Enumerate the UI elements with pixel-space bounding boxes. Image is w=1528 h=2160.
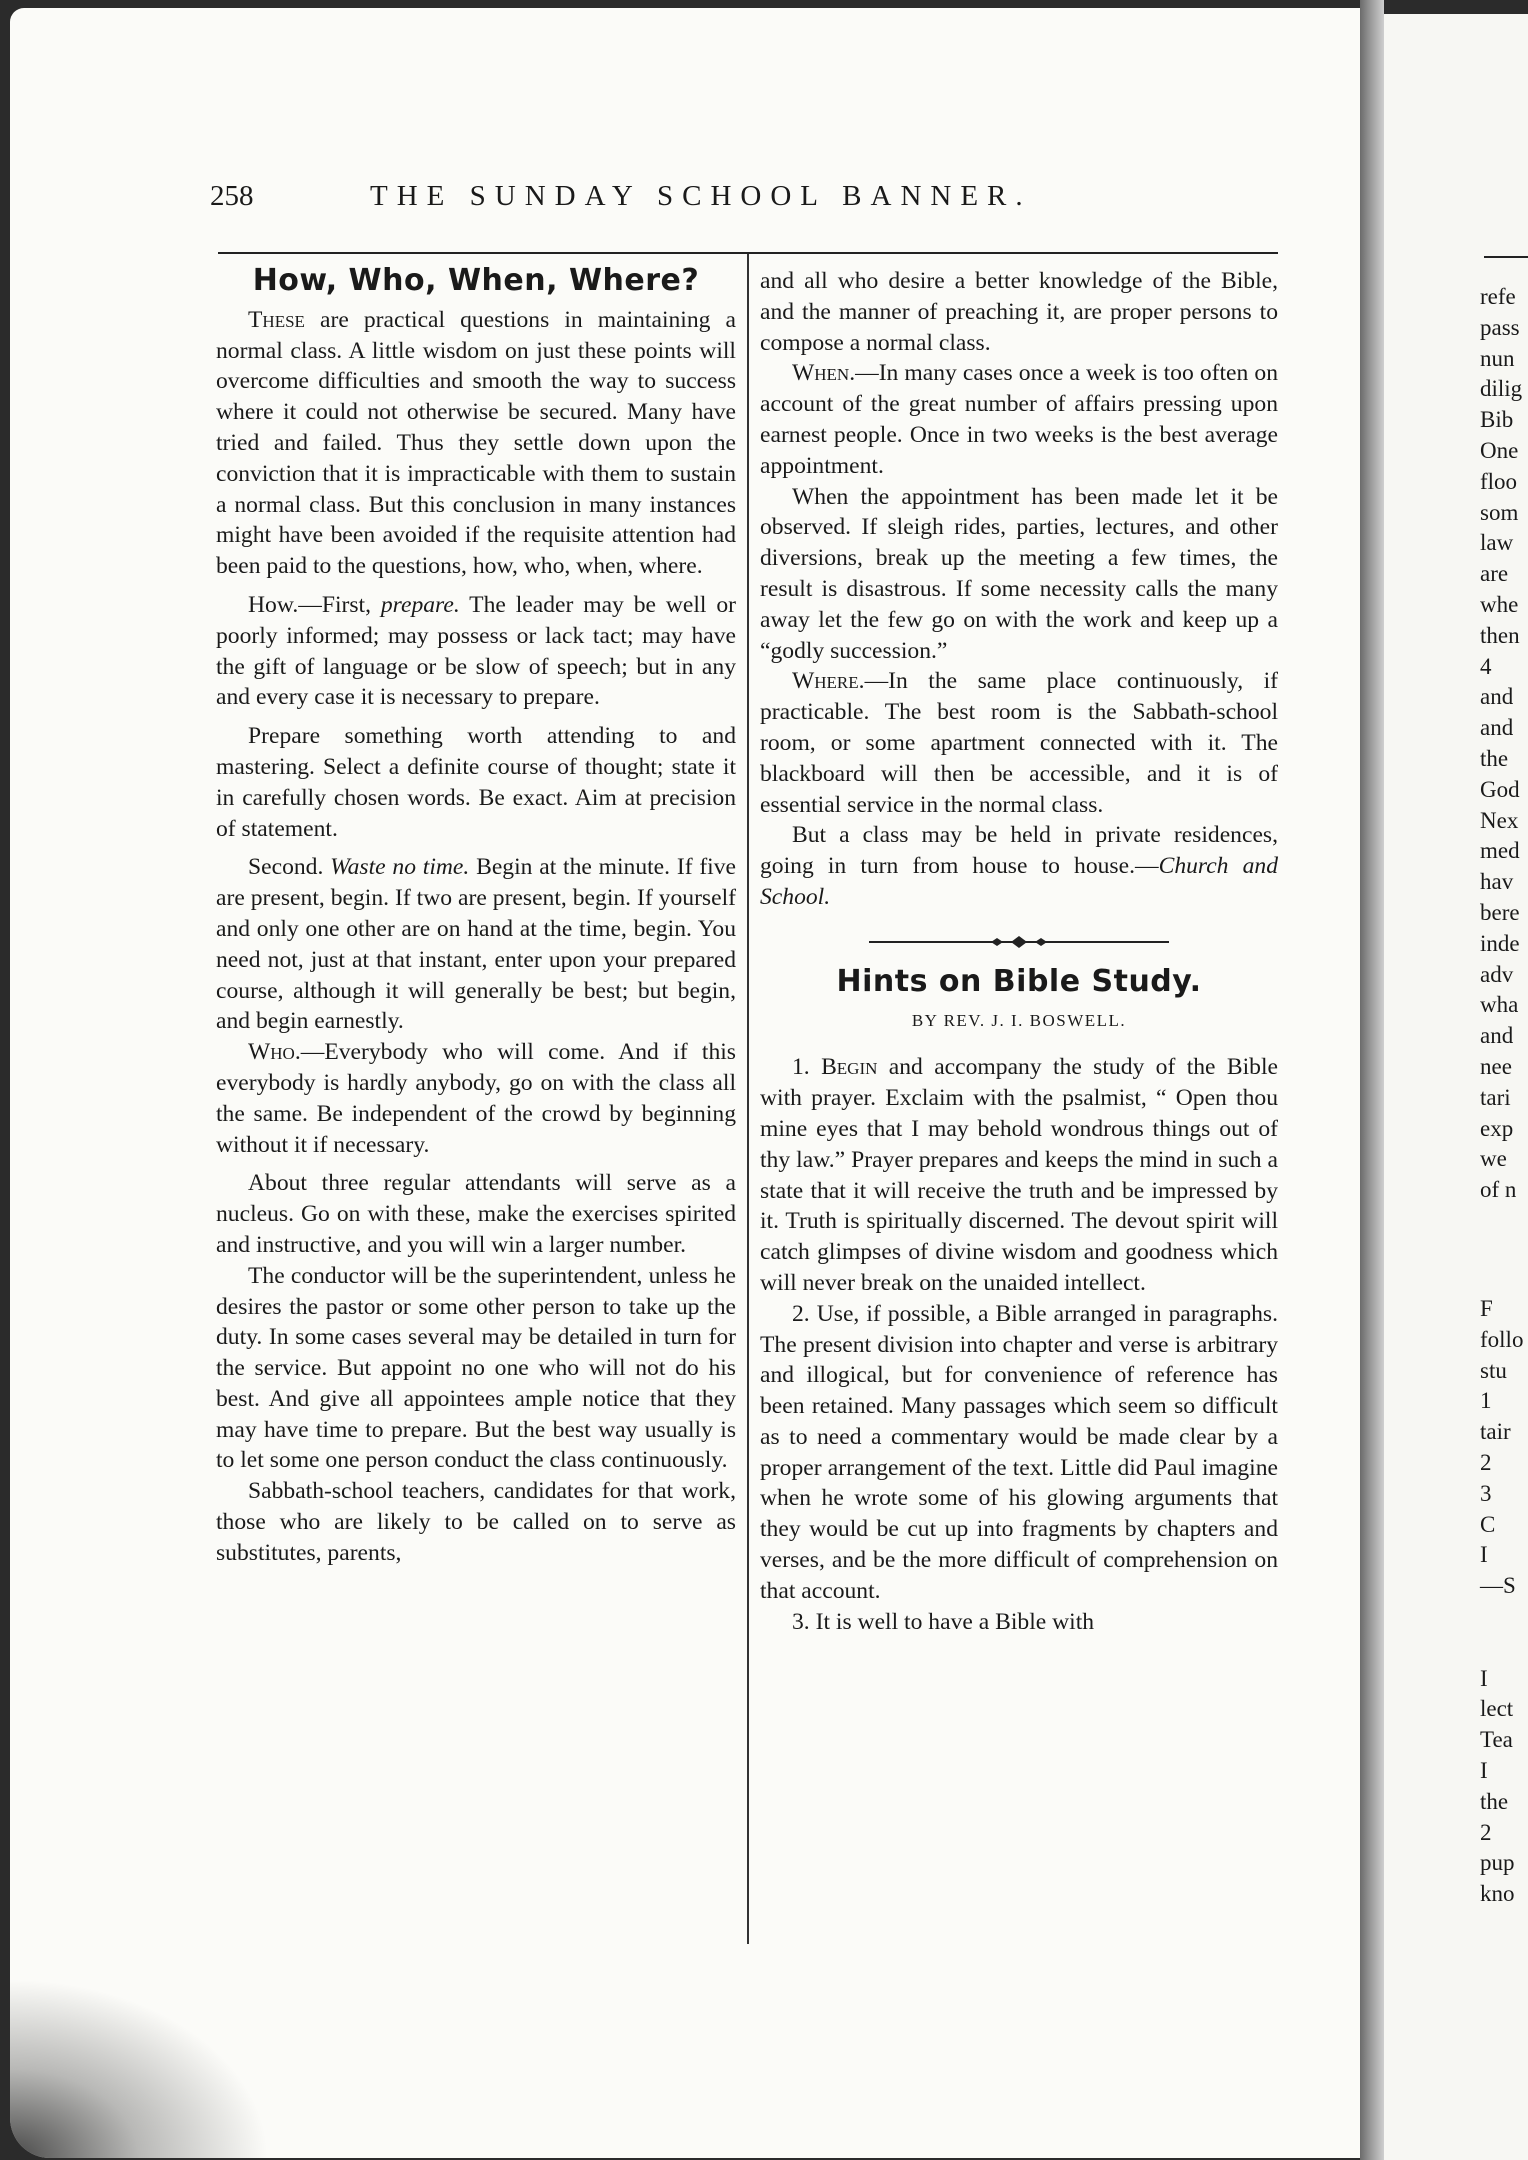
right-column	[760, 266, 1278, 1637]
next-page-line-fragment: inde	[1480, 930, 1520, 956]
next-page-line-fragment: I	[1480, 1758, 1488, 1783]
source-citation: Church and School.	[760, 853, 1278, 910]
next-page-line-fragment: refe	[1480, 284, 1516, 309]
paragraph-hint-3: 3. It is well to have a Bible with	[792, 1608, 1095, 1635]
next-page-line-fragment: pass	[1480, 314, 1520, 340]
next-page-line-fragment: floo	[1480, 468, 1518, 494]
next-page-line-fragment: Tea	[1480, 1727, 1513, 1753]
paragraph-where	[760, 666, 1278, 820]
next-page-line-fragment: Nex	[1480, 807, 1519, 833]
lead-word: When.	[792, 360, 856, 387]
next-page-line-fragment: nun	[1480, 345, 1515, 371]
book-gutter	[1360, 0, 1384, 2160]
list-number: 1.	[792, 1054, 822, 1081]
next-page-line-fragment: exp	[1480, 1115, 1514, 1141]
paragraph-text: and accompany the study of the Bible with prayer. Exclaim with the psalmist, “ Open thou mine eyes that I may behold wondrous things out of thy law.” Prayer prepares and keeps the mind in such a state that it will receive the truth and be impressed by it. Truth is spiritually discerned. The devout spirit will catch glimpses of divine wisdom and goodness which will never break on the unaided intellect.	[760, 1054, 1279, 1296]
running-title: THE SUNDAY SCHOOL BANNER.	[370, 180, 1032, 212]
next-page-line-fragment: we	[1480, 1146, 1507, 1172]
next-page-line-fragment: med	[1480, 838, 1520, 864]
next-page-line-fragment: God	[1480, 776, 1520, 802]
page-number: 258	[210, 180, 254, 212]
next-page-line-fragment: tair	[1480, 1419, 1511, 1445]
paragraph-text: —In many cases once a week is too often on account of the great number of affairs pressing upon earnest people. Once in two weeks is the best average appointment.	[760, 360, 1278, 479]
paragraph-text: Begin at the minute. If five are present, begin. If two are present, begin. If yourself and only one other are on hand at the time, begin. You need not, just at that instant, enter upon your prepared course, although it will generally be best; but begin, and begin earnestly.	[216, 854, 737, 1035]
emphasis: prepare.	[380, 591, 460, 618]
next-page-line-fragment: stu	[1480, 1357, 1507, 1383]
paragraph-text: —Everybody who will come. And if this everybody is hardly anybody, go on with the class all the same. Be independent of the crowd by beginning without it if necessary.	[216, 1039, 736, 1158]
paragraph: Sabbath-school teachers, candidates for that work, those who are likely to be called on to serve as substitutes, parents,	[216, 1478, 736, 1566]
next-page-line-fragment: law	[1480, 530, 1514, 556]
paragraph: When the appointment has been made let it be observed. If sleigh rides, parties, lectures, and other diversions, break up the meeting a few times, the result is disastrous. If some necessity calls the many away let the few go on with the work and keep up a “godly succession.”	[760, 483, 1278, 664]
lead-word: How.—First,	[248, 591, 381, 618]
paragraph-hint-2: 2. Use, if possible, a Bible arranged in paragraphs. The present division into chapter and verse is arbitrary and illogical, but for convenience of reference has been retained. Many passages which seem so difficult as to need a commentary would be made clear by a proper arrangement of the text. Little did Paul imagine when he wrote some of his glowing arguments that they would be cut up into fragments by chapters and verses, and be the more difficult of comprehension on that account.	[760, 1300, 1278, 1604]
next-page-line-fragment: One	[1480, 438, 1519, 463]
paragraph: About three regular attendants will serve as a nucleus. Go on with these, make the exercises spirited and instructive, and you will win a larger number.	[216, 1170, 736, 1258]
byline: BY REV. J. I. BOSWELL.	[911, 1010, 1127, 1030]
column-divider	[747, 254, 749, 1944]
next-page-line-fragment: and	[1480, 684, 1514, 710]
next-page-line-fragment: are	[1480, 561, 1509, 587]
book-page	[10, 8, 1372, 2158]
lead-word: Begin	[821, 1054, 878, 1081]
paragraph-text: But a class may be held in private residences, going in turn from house to house.—	[760, 822, 1278, 880]
paragraph: Prepare something worth attending to and mastering. Select a definite course of thought; state it in carefully chosen words. Be exact. Aim at precision of statement.	[216, 723, 736, 842]
paragraph-hint-1	[760, 1052, 1278, 1298]
next-page-line-fragment: I	[1480, 1665, 1488, 1691]
next-page-line-fragment: —S	[1480, 1573, 1516, 1599]
article-title-hints-on-bible-study: Hints on Bible Study.	[836, 963, 1202, 999]
next-page-line-fragment: 2	[1480, 1450, 1492, 1475]
next-page-line-fragment: and	[1480, 1023, 1514, 1049]
emphasis: Waste no time.	[330, 854, 470, 881]
next-page-line-fragment: lect	[1480, 1696, 1514, 1722]
next-page-line-fragment: dilig	[1480, 376, 1523, 402]
next-page-line-fragment: tari	[1480, 1084, 1511, 1110]
next-page-line-fragment: bere	[1480, 900, 1520, 925]
paragraph-text: —In the same place continuously, if practicable. The best room is the Sabbath-school room, or some apartment connected with it. The blackboard will then be accessible, and it is of essential service in the normal class.	[760, 668, 1278, 818]
lead-word: These	[248, 306, 305, 333]
ornament-rule-icon	[869, 935, 1169, 949]
next-page-edge	[1384, 14, 1528, 2160]
paragraph-who	[216, 1037, 736, 1160]
next-page-line-fragment: C	[1480, 1511, 1496, 1537]
page-header	[210, 180, 1276, 220]
paragraph-text: The leader may be well or poorly informed; may possess or lack tact; may have the gift of language or be slow of speech; but in any and every case it is necessary to prepare.	[216, 591, 736, 711]
next-page-line-fragment: 3	[1480, 1480, 1492, 1506]
paragraph-how	[216, 590, 736, 713]
next-page-header-rule	[1484, 256, 1528, 258]
article-title-how-who-when-where: How, Who, When, Where?	[252, 263, 700, 298]
next-page-line-fragment: then	[1480, 622, 1520, 648]
next-page-line-fragment: kno	[1480, 1881, 1515, 1907]
next-page-line-fragment: som	[1480, 499, 1519, 525]
next-page-line-fragment: pup	[1480, 1850, 1515, 1876]
next-page-line-fragment: the	[1480, 1788, 1509, 1814]
next-page-line-fragment: hav	[1480, 869, 1514, 895]
next-page-line-fragment: wha	[1480, 992, 1519, 1018]
next-page-line-fragment: the	[1480, 746, 1509, 771]
paragraph: and all who desire a better knowledge of the Bible, and the manner of preaching it, are proper persons to compose a normal class.	[760, 268, 1278, 356]
next-page-line-fragment: of n	[1480, 1177, 1517, 1203]
next-page-line-fragment: whe	[1480, 592, 1519, 617]
next-page-line-fragment: 2	[1480, 1819, 1492, 1845]
paragraph	[760, 820, 1278, 912]
paragraph-when	[760, 358, 1278, 481]
paragraph	[216, 305, 736, 582]
section-ornament	[760, 935, 1278, 949]
next-page-line-fragment: adv	[1480, 961, 1514, 987]
next-page-line-fragment: 1	[1480, 1388, 1492, 1414]
next-page-line-fragment: 4	[1480, 653, 1492, 679]
left-column	[216, 263, 737, 1569]
paragraph-second	[216, 852, 736, 1037]
paragraph-text: are practical questions in maintaining a normal class. A little wisdom on just these points will overcome difficulties and smooth the way to success where it could not otherwise be secured. Many have tried and failed. Thus they settle down upon the conviction that it is impracticable with them to sustain a normal class. But this conclusion in many instances might have been avoided if the requisite attention had been paid to the questions, how, who, when, where.	[216, 306, 736, 580]
paragraph: The conductor will be the superintendent, unless he desires the pastor or some other person to take up the duty. In some cases several may be detailed in turn for the service. But appoint no one who will not do his best. And give all appointees ample notice that they may have time to prepare. But the best way usually is to let some one person conduct the class continuously.	[216, 1262, 736, 1474]
next-page-line-fragment: nee	[1480, 1054, 1512, 1079]
next-page-line-fragment: follo	[1480, 1326, 1524, 1352]
lead-word: Where.	[792, 668, 865, 695]
next-page-line-fragment: and	[1480, 715, 1514, 741]
next-page-line-fragment: I	[1480, 1542, 1488, 1568]
next-page-line-fragment: F	[1480, 1296, 1493, 1321]
next-page-line-fragment: Bib	[1480, 407, 1514, 433]
lead-word: Second.	[248, 854, 331, 881]
lead-word: Who.	[248, 1039, 301, 1066]
page-corner-shadow	[10, 1978, 270, 2158]
